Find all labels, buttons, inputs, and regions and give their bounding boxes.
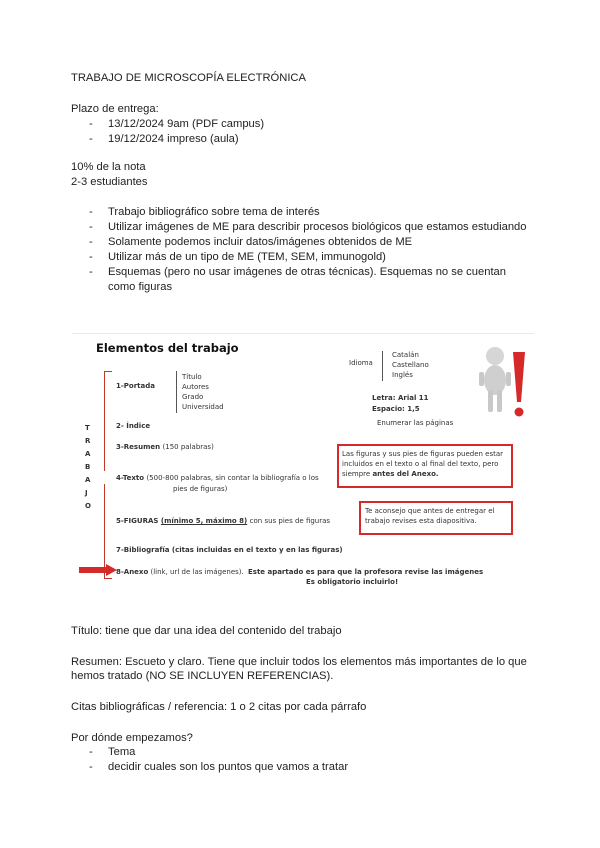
texto-note: pies de figuras): [173, 485, 228, 493]
deadline-label: Plazo de entrega:: [71, 103, 159, 115]
note-box-advice: [359, 501, 513, 535]
grade-text: 10% de la nota: [71, 161, 146, 173]
idioma-item: Inglés: [392, 371, 413, 379]
resumen-note: Resumen: Escueto y claro. Tiene que incluir todos los elementos más importantes de lo que: [71, 656, 527, 668]
bracket-tick: [104, 371, 112, 372]
vertical-letter: B: [85, 463, 91, 471]
espacio-text: Espacio: 1,5: [372, 405, 420, 413]
note-line: siempre antes del Anexo.: [342, 470, 439, 478]
idioma-item: Catalán: [392, 351, 419, 359]
portada-item: Título: [182, 373, 202, 381]
vertical-letter: A: [85, 450, 91, 458]
portada-label: 1-Portada: [116, 382, 155, 390]
titulo-note: Título: tiene que dar una idea del contenido del trabajo: [71, 625, 342, 637]
texto-label: 4-Texto (500-800 palabras, sin contar la bibliografía o los: [116, 474, 319, 482]
anexo-bold-2: Es obligatorio incluirlo!: [306, 578, 399, 586]
bracket-tick: [104, 578, 112, 579]
portada-item: Autores: [182, 383, 209, 391]
students-text: 2-3 estudiantes: [71, 176, 148, 188]
resumen-label: 3-Resumen (150 palabras): [116, 443, 214, 451]
note-line: Las figuras y sus pies de figuras pueden estar: [342, 450, 504, 458]
anexo-bold: Este apartado es para que la profesora revise las imágenes: [248, 568, 484, 576]
vertical-letter: O: [85, 502, 91, 510]
figuras-label: 5-FIGURAS (mínimo 5, máximo 8) con sus pies de figuras: [116, 517, 331, 525]
indice-label: 2- Índice: [116, 422, 151, 430]
note-line: trabajo revises esta diapositiva.: [365, 517, 477, 525]
resumen-note-2: hemos tratado (NO SE INCLUYEN REFERENCIAS).: [71, 670, 334, 682]
anexo-label: 8-Anexo (link, url de las imágenes).: [116, 568, 244, 576]
portada-item: Universidad: [182, 403, 224, 411]
enumerar-text: Enumerar las páginas: [377, 419, 454, 427]
idioma-item: Castellano: [392, 361, 429, 369]
slide-figure: [72, 333, 534, 589]
note-line: Te aconsejo que antes de entregar el: [365, 507, 495, 515]
start-question: Por dónde empezamos?: [71, 732, 193, 744]
bibliografia-label: 7-Bibliografía (citas incluidas en el texto y en las figuras): [116, 546, 343, 554]
idioma-label: Idioma: [349, 359, 373, 367]
note-line: incluidos en el texto o al final del texto, pero: [342, 460, 499, 468]
portada-item: Grado: [182, 393, 204, 401]
vertical-letter: T: [85, 424, 90, 432]
vertical-letter: A: [85, 476, 91, 484]
idioma-bracket: [382, 351, 383, 381]
slide-title: Elementos del trabajo: [96, 341, 239, 355]
vertical-letter: J: [85, 489, 88, 497]
arrow-icon: [79, 564, 119, 576]
letra-text: Letra: Arial 11: [372, 394, 429, 402]
note-box-figures: [337, 444, 513, 488]
portada-bracket: [176, 371, 177, 413]
vertical-letter: R: [85, 437, 91, 445]
figure-illustration-icon: [475, 342, 531, 422]
doc-title: TRABAJO DE MICROSCOPÍA ELECTRÓNICA: [71, 72, 306, 84]
citas-note: Citas bibliográficas / referencia: 1 o 2 citas por cada párrafo: [71, 701, 367, 713]
bracket-line: [104, 371, 105, 471]
